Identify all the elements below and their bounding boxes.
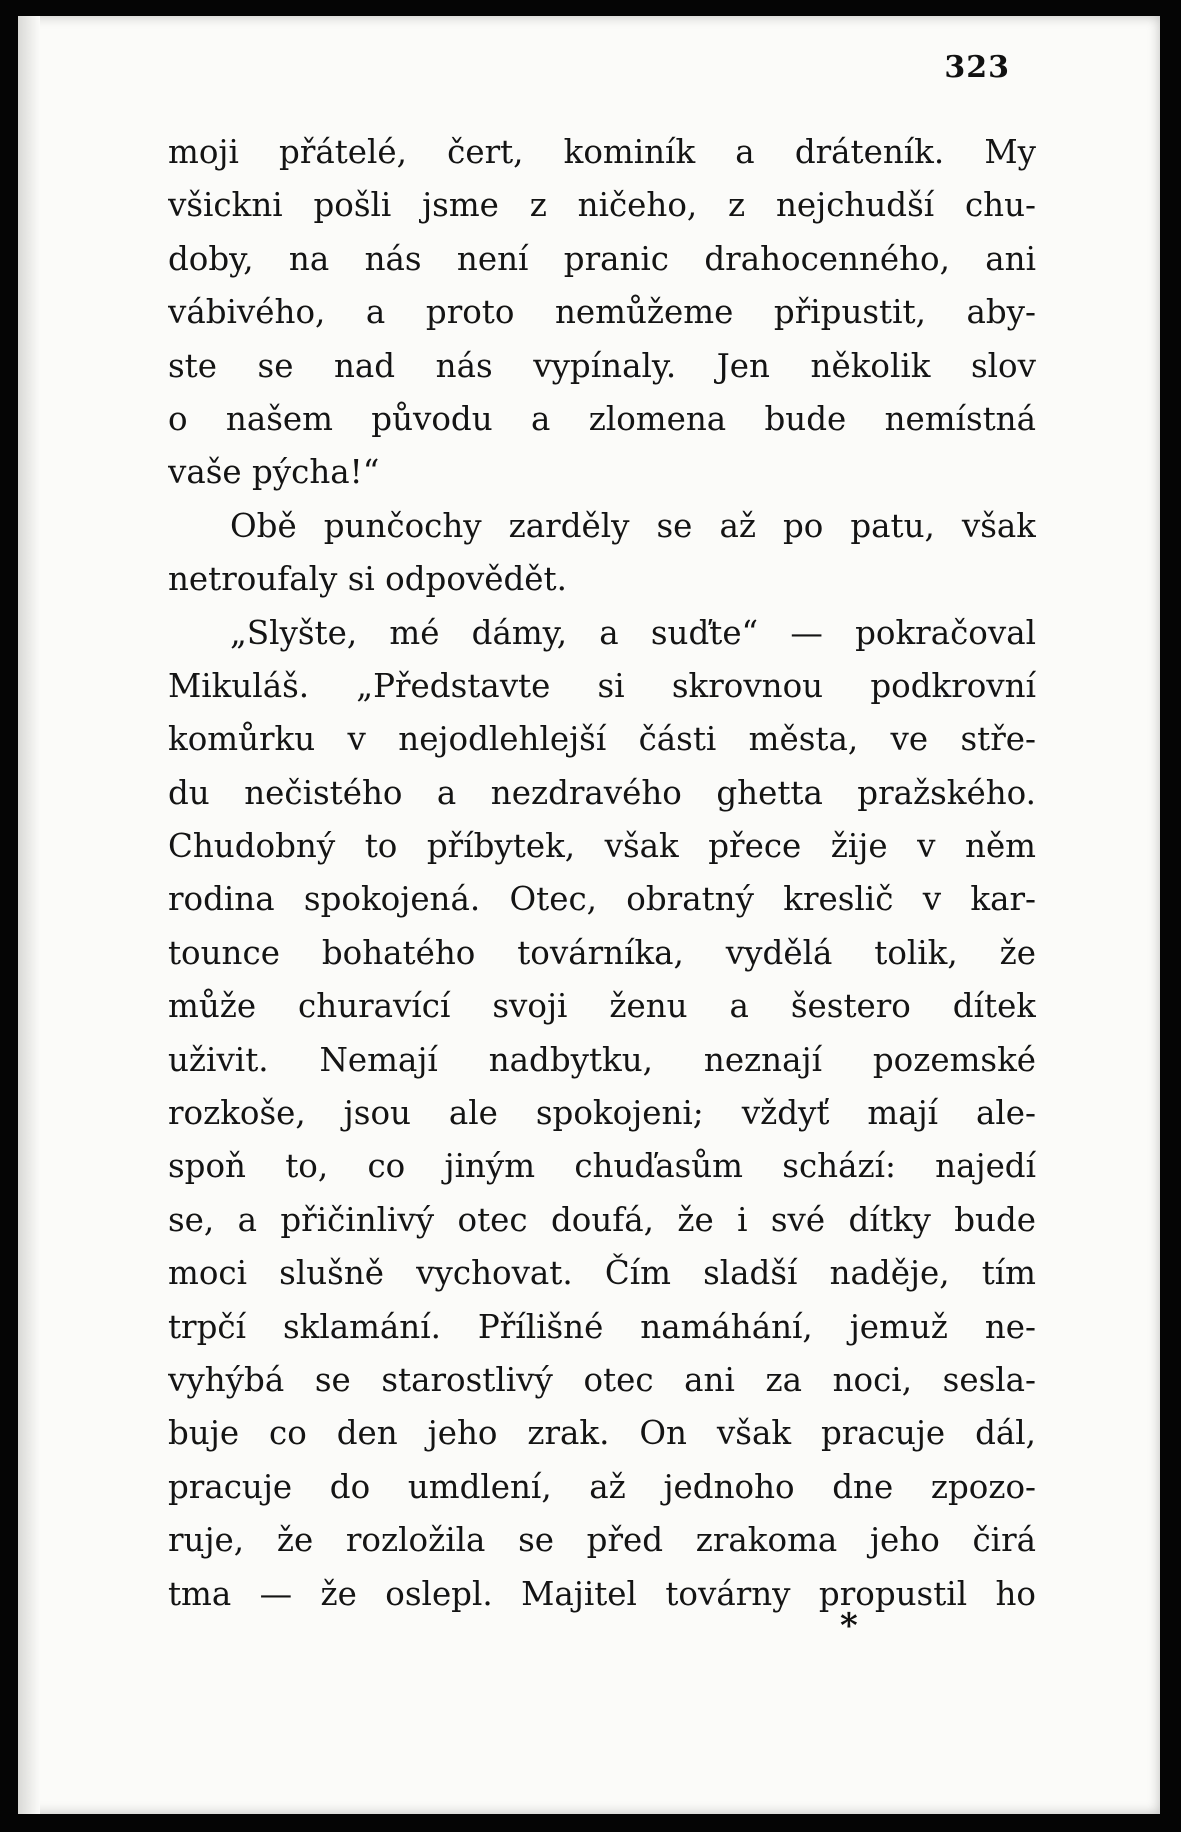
text-line: tma — že oslepl. Majitel továrny propustil ho — [168, 1574, 1036, 1613]
text-line: du nečistého a nezdravého ghetta pražského. — [168, 773, 1036, 812]
text-line: o našem původu a zlomena bude nemístná — [168, 399, 1036, 438]
text-line: uživit. Nemají nadbytku, neznají pozemské — [168, 1040, 1036, 1079]
text-line: doby, na nás není pranic drahocenného, ani — [168, 239, 1036, 278]
text-line: netroufaly si odpovědět. — [168, 560, 567, 599]
text-line: komůrku v nejodlehlejší části města, ve stře- — [168, 720, 1036, 759]
text-line: vyhýbá se starostlivý otec ani za noci, sesla- — [168, 1360, 1036, 1399]
body-text — [168, 126, 1036, 1621]
text-line: vaše pýcha!“ — [168, 453, 380, 492]
text-line: se, a přičinlivý otec doufá, že i své dítky bude — [168, 1200, 1036, 1239]
text-line: všickni pošli jsme z ničeho, z nejchudší chu- — [168, 186, 1036, 225]
page-number: 323 — [944, 50, 1010, 85]
signature-mark: * — [840, 1606, 858, 1646]
text-line: Chudobný to příbytek, však přece žije v něm — [168, 827, 1036, 866]
text-line: trpčí sklamání. Přílišné namáhání, jemuž ne- — [168, 1307, 1036, 1346]
text-line: rodina spokojená. Otec, obratný kreslič v kar- — [168, 880, 1036, 919]
text-line: rozkoše, jsou ale spokojeni; vždyť mají ale- — [168, 1094, 1036, 1133]
text-line: pracuje do umdlení, až jednoho dne zpozo- — [168, 1467, 1036, 1506]
text-line: moci slušně vychovat. Čím sladší naděje, tím — [168, 1254, 1036, 1293]
text-line: spoň to, co jiným chuďasům schází: najedí — [168, 1147, 1036, 1186]
text-line: buje co den jeho zrak. On však pracuje dál, — [168, 1414, 1036, 1453]
text-line: Mikuláš. „Představte si skrovnou podkrovní — [168, 666, 1036, 705]
text-line: může churavící svoji ženu a šestero dítek — [168, 987, 1036, 1026]
text-line: moji přátelé, čert, kominík a dráteník. My — [168, 133, 1036, 171]
text-line: ruje, že rozložila se před zrakoma jeho čirá — [168, 1521, 1036, 1560]
text-line: „Slyšte, mé dámy, a suďte“ — pokračoval — [230, 613, 1036, 652]
text-line: tounce bohatého továrníka, vydělá tolik, že — [168, 933, 1036, 972]
book-page — [18, 16, 1160, 1814]
text-line: ste se nad nás vypínaly. Jen několik slov — [168, 346, 1036, 385]
text-line: Obě punčochy zarděly se až po patu, však — [230, 506, 1036, 545]
text-line: vábivého, a proto nemůžeme připustit, aby- — [168, 293, 1036, 332]
